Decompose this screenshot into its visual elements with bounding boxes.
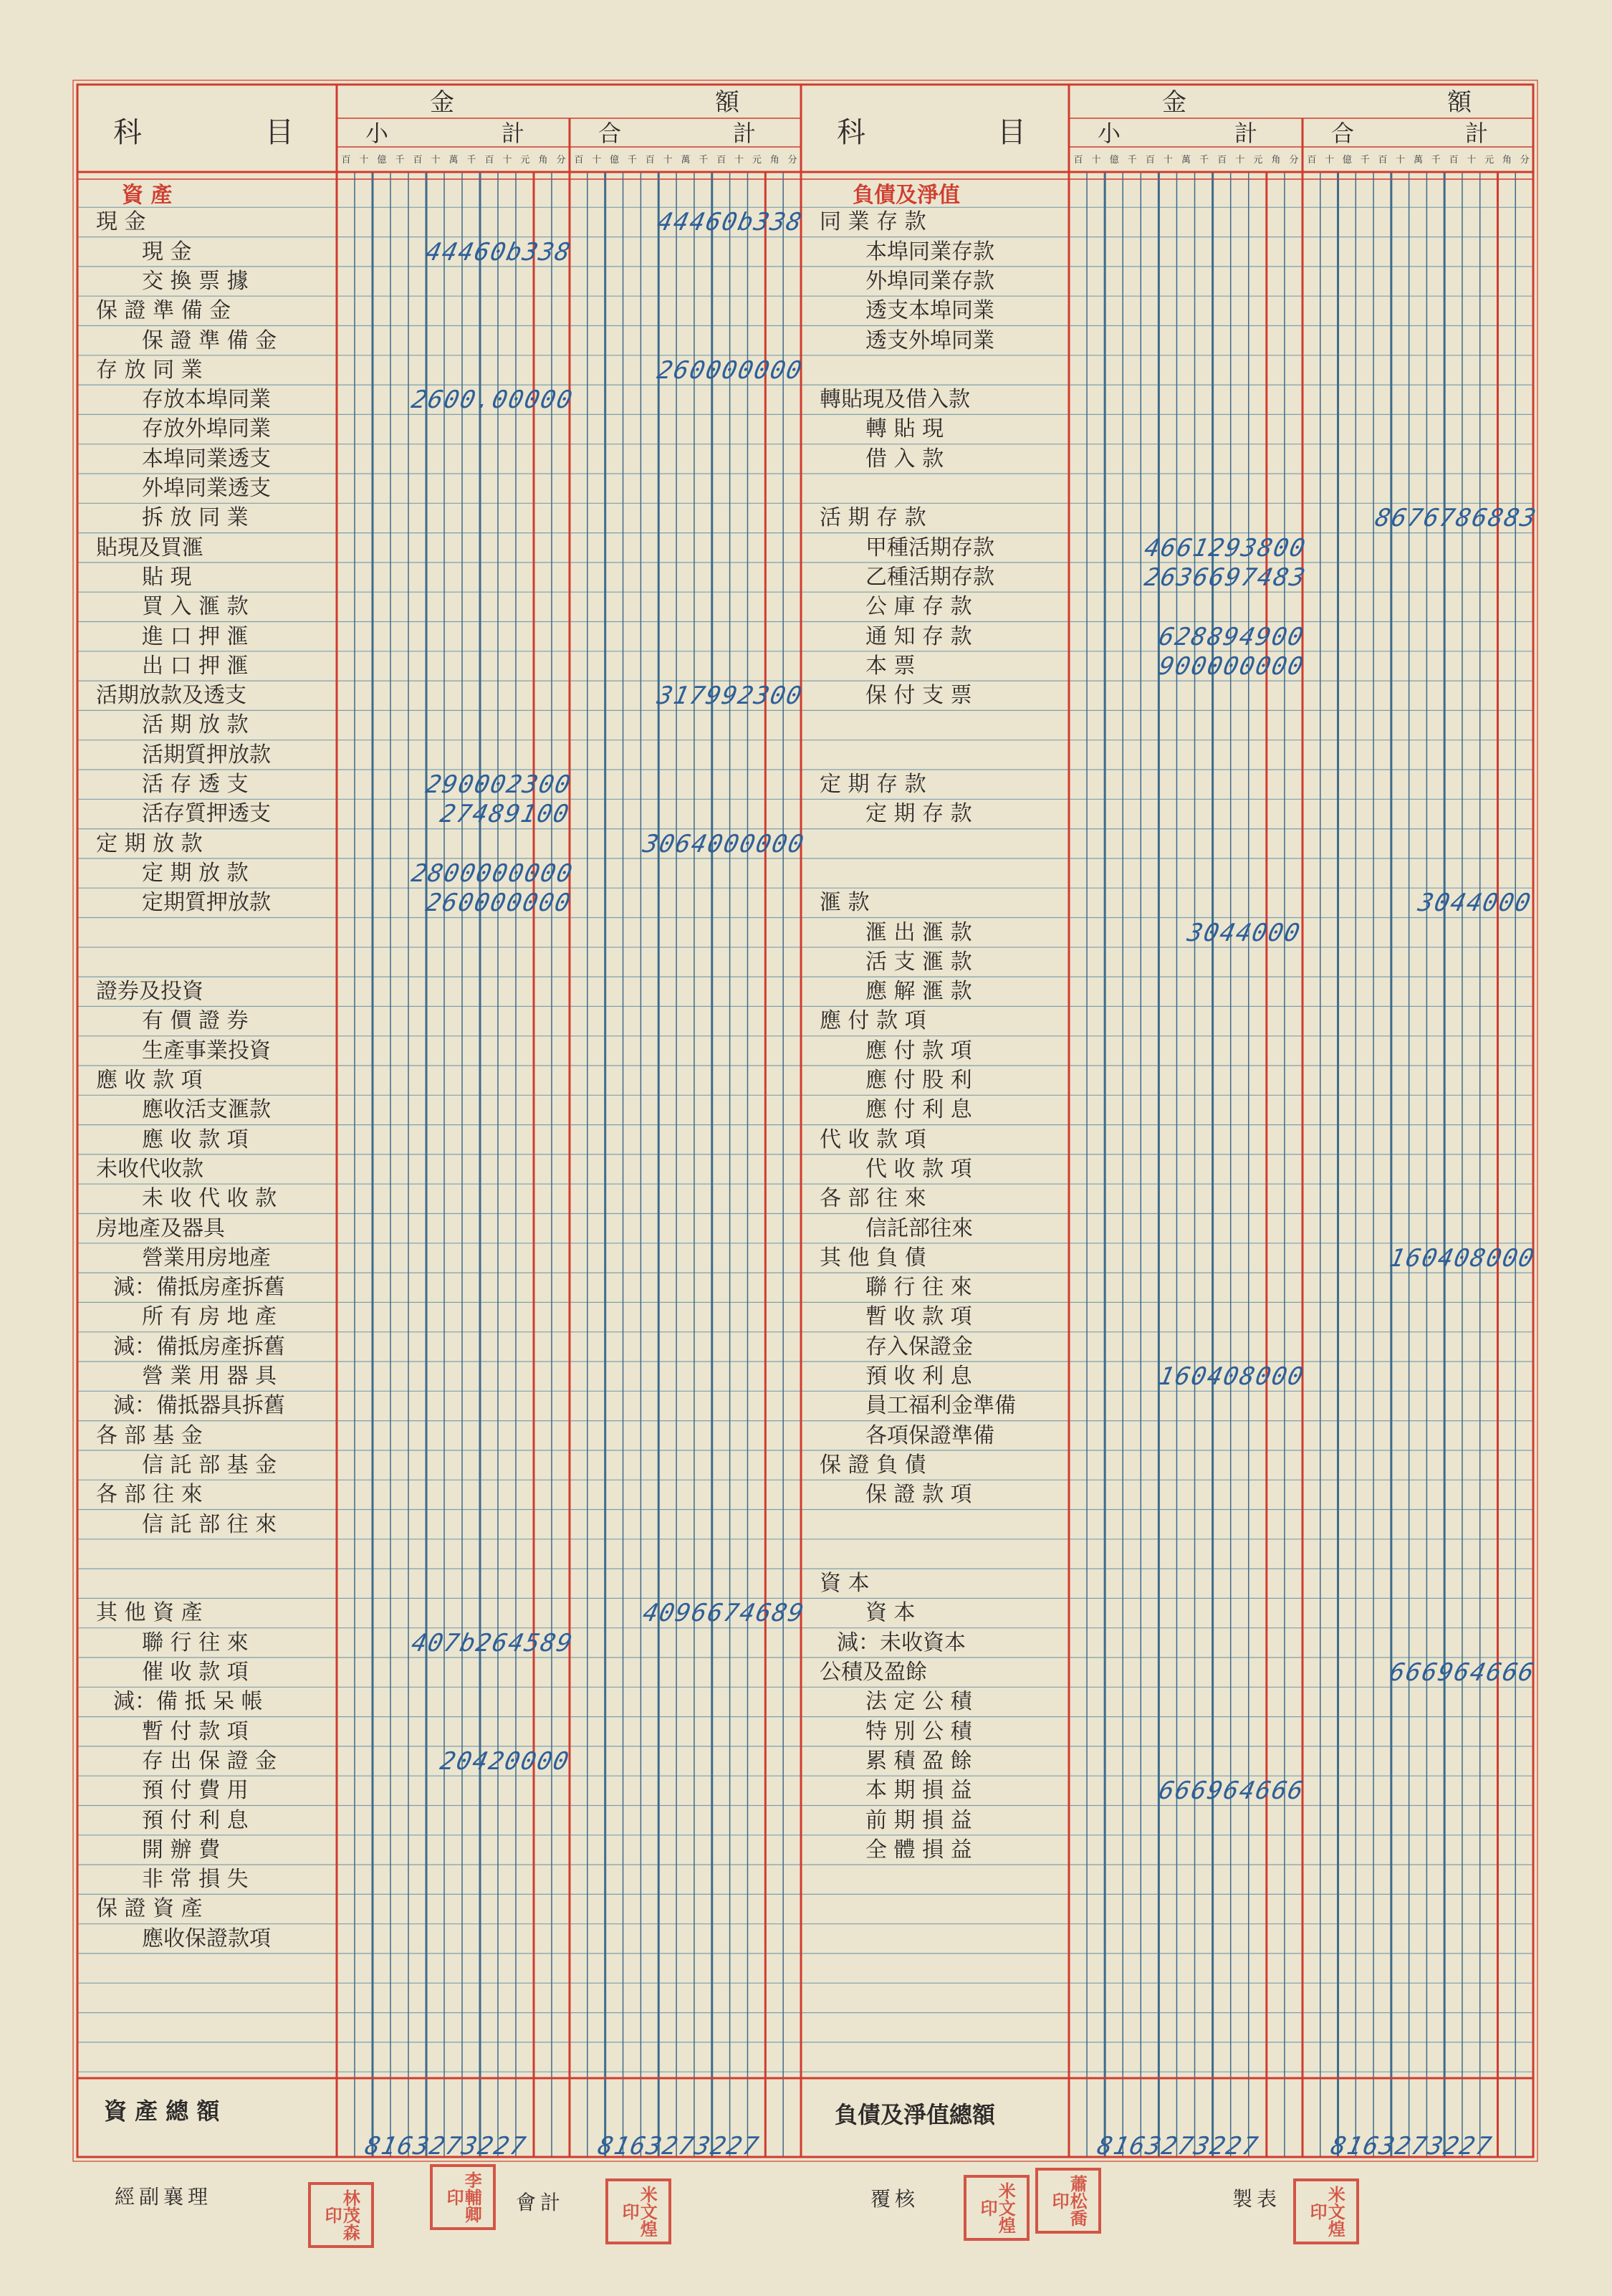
liabilities-row-label: 法 定 公 積 <box>865 1689 972 1715</box>
unit-label: 百 <box>716 155 726 166</box>
assets-row-label: 預 付 費 用 <box>142 1778 249 1804</box>
liabilities-row-label: 應 付 利 息 <box>865 1097 972 1123</box>
liabilities-row-label: 應 付 款 項 <box>820 1008 926 1034</box>
unit-label: 億 <box>377 155 387 166</box>
seal-text: 李輔卿印 <box>443 2171 483 2223</box>
unit-label: 千 <box>627 155 637 166</box>
assets-row-label: 定 期 放 款 <box>142 860 249 886</box>
handwritten-amount: 8676786883 <box>1372 504 1540 533</box>
unit-label: 億 <box>610 155 620 166</box>
unit-label: 元 <box>1253 155 1263 166</box>
assets-row-label: 拆 放 同 業 <box>142 505 249 531</box>
assets-row-label: 存放本埠同業 <box>142 387 271 413</box>
liabilities-row-label: 外埠同業存款 <box>865 268 994 294</box>
amount-header: 額 <box>1447 88 1472 117</box>
subject-header: 科 <box>837 116 865 149</box>
assets-row-label: 外埠同業透支 <box>142 476 271 501</box>
unit-label: 百 <box>1145 155 1155 166</box>
unit-label: 千 <box>466 155 476 166</box>
signature-label-manager: 經副襄理 <box>115 2185 213 2209</box>
liabilities-row-label: 全 體 損 益 <box>865 1837 972 1862</box>
handwritten-amount: 290002300 <box>423 770 575 799</box>
liabilities-row-label: 保 證 負 債 <box>820 1452 926 1478</box>
subject-header: 目 <box>997 116 1026 149</box>
unit-label: 萬 <box>1181 155 1191 166</box>
unit-label: 億 <box>1109 155 1119 166</box>
liabilities-row-label: 聯 行 往 來 <box>865 1275 972 1301</box>
handwritten-amount: 317992300 <box>654 681 806 711</box>
liabilities-row-label: 各 部 往 來 <box>820 1186 926 1212</box>
assets-row-label: 活期質押放款 <box>142 742 271 767</box>
seal-stamp <box>605 2178 671 2244</box>
liabilities-row-label: 減：未收資本 <box>837 1630 966 1655</box>
unit-label: 十 <box>1396 155 1406 166</box>
grand-total-amount: 8163273227 <box>595 2132 762 2161</box>
liabilities-row-label: 其 他 負 債 <box>820 1245 926 1271</box>
grand-total-amount: 8163273227 <box>362 2132 529 2161</box>
assets-row-label: 暫 付 款 項 <box>142 1718 249 1744</box>
liabilities-row-label: 資 本 <box>865 1600 916 1626</box>
unit-label: 百 <box>574 155 584 166</box>
assets-row-label: 現 金 <box>142 239 192 264</box>
liabilities-total-label: 負債及淨值總額 <box>835 2101 996 2128</box>
assets-row-label: 存 放 同 業 <box>96 357 203 383</box>
seal-stamp <box>964 2175 1030 2241</box>
unit-label: 千 <box>395 155 405 166</box>
liabilities-row-label: 暫 收 款 項 <box>865 1304 972 1330</box>
liabilities-row-label: 定 期 存 款 <box>865 801 972 827</box>
unit-label: 角 <box>538 155 548 166</box>
subject-header: 科 <box>113 116 142 149</box>
assets-row-label: 減：備抵房產拆舊 <box>113 1275 285 1301</box>
unit-label: 十 <box>1163 155 1173 166</box>
unit-label: 萬 <box>448 155 459 166</box>
unit-label: 十 <box>1325 155 1335 166</box>
subtotal-header: 小 <box>1098 120 1121 147</box>
liabilities-row-label: 累 積 盈 餘 <box>865 1748 972 1774</box>
liabilities-row-label: 應 解 滙 款 <box>865 979 972 1005</box>
liabilities-row-label: 特 別 公 積 <box>865 1718 972 1744</box>
assets-row-label: 買 入 滙 款 <box>142 594 249 620</box>
liabilities-row-label: 乙種活期存款 <box>865 564 994 590</box>
unit-label: 千 <box>1431 155 1441 166</box>
assets-row-label: 保 證 準 備 金 <box>96 298 231 324</box>
assets-row-label: 定期質押放款 <box>142 890 271 916</box>
unit-label: 十 <box>359 155 369 166</box>
signature-label-accountant: 會計 <box>516 2191 565 2214</box>
assets-row-label: 本埠同業透支 <box>142 446 271 472</box>
handwritten-amount: 2600.00000 <box>408 386 576 415</box>
signature-label-preparer: 製表 <box>1232 2187 1282 2211</box>
unit-label: 分 <box>787 155 797 166</box>
unit-label: 十 <box>663 155 673 166</box>
assets-row-label: 其 他 資 產 <box>96 1600 203 1626</box>
unit-label: 十 <box>502 155 512 166</box>
unit-label: 十 <box>1235 155 1245 166</box>
unit-label: 分 <box>556 155 566 166</box>
unit-label: 萬 <box>681 155 691 166</box>
unit-label: 百 <box>484 155 494 166</box>
liabilities-row-label: 保 付 支 票 <box>865 683 972 709</box>
assets-row-label: 應 收 款 項 <box>142 1127 249 1152</box>
handwritten-amount: 407b264589 <box>408 1628 576 1658</box>
assets-row-label: 未收代收款 <box>96 1156 203 1182</box>
unit-label: 分 <box>1520 155 1530 166</box>
total-header: 計 <box>1465 120 1489 147</box>
unit-label: 千 <box>1127 155 1137 166</box>
liabilities-row-label: 借 入 款 <box>865 446 944 472</box>
assets-row-label: 營業用房地產 <box>142 1245 271 1271</box>
liabilities-row-label: 甲種活期存款 <box>865 535 994 560</box>
liabilities-row-label: 公積及盈餘 <box>820 1660 927 1685</box>
liabilities-row-label: 員工福利金準備 <box>865 1393 1016 1419</box>
assets-row-label: 聯 行 往 來 <box>142 1630 249 1655</box>
seal-text: 林茂森印 <box>322 2189 361 2241</box>
unit-label: 千 <box>1199 155 1209 166</box>
liabilities-row-label: 本埠同業存款 <box>865 239 994 264</box>
amount-header: 金 <box>1162 88 1186 117</box>
assets-row-label: 非 常 損 失 <box>142 1867 249 1893</box>
assets-row-label: 存放外埠同業 <box>142 416 271 442</box>
handwritten-amount: 20420000 <box>437 1746 573 1776</box>
assets-row-label: 有 價 證 券 <box>142 1008 249 1034</box>
assets-row-label: 應 收 款 項 <box>96 1068 203 1093</box>
handwritten-amount: 666964666 <box>1156 1776 1308 1806</box>
assets-row-label: 活存質押透支 <box>142 801 271 827</box>
unit-label: 十 <box>592 155 602 166</box>
liabilities-row-label: 通 知 存 款 <box>865 623 972 649</box>
assets-row-label: 催 收 款 項 <box>142 1660 249 1685</box>
liabilities-section-title: 負債及淨值 <box>853 183 960 208</box>
assets-row-label: 活 期 放 款 <box>142 712 249 738</box>
unit-label: 十 <box>431 155 441 166</box>
unit-label: 億 <box>1342 155 1352 166</box>
unit-label: 角 <box>769 155 779 166</box>
assets-row-label: 出 口 押 滙 <box>142 653 249 679</box>
handwritten-amount: 160408000 <box>1156 1362 1308 1391</box>
liabilities-row-label: 信託部往來 <box>865 1215 973 1241</box>
unit-label: 十 <box>1467 155 1477 166</box>
liabilities-row-label: 本 票 <box>865 653 916 679</box>
unit-label: 元 <box>520 155 530 166</box>
handwritten-amount: 2800000000 <box>408 858 576 888</box>
assets-row-label: 減：備抵器具拆舊 <box>113 1393 285 1419</box>
liabilities-row-label: 透支外埠同業 <box>865 327 994 353</box>
seal-stamp <box>308 2182 374 2248</box>
seal-text: 米文煌印 <box>977 2182 1017 2234</box>
grand-total-amount: 8163273227 <box>1328 2132 1495 2161</box>
assets-row-label: 房地產及器具 <box>96 1215 225 1241</box>
subtotal-header: 計 <box>1234 120 1258 147</box>
seal-text: 米文煌印 <box>619 2186 658 2237</box>
unit-label: 百 <box>1449 155 1459 166</box>
liabilities-row-label: 前 期 損 益 <box>865 1807 972 1833</box>
unit-label: 元 <box>1484 155 1495 166</box>
liabilities-row-label: 同 業 存 款 <box>820 209 926 235</box>
liabilities-row-label: 透支本埠同業 <box>865 298 994 324</box>
handwritten-amount: 2636697483 <box>1141 563 1309 592</box>
assets-total-label: 資 產 總 額 <box>104 2098 220 2125</box>
handwritten-amount: 3064000000 <box>640 829 807 858</box>
liabilities-row-label: 各項保證準備 <box>865 1422 994 1448</box>
seal-text: 蕭松喬印 <box>1049 2175 1088 2226</box>
assets-row-label: 進 口 押 滙 <box>142 623 249 649</box>
liabilities-row-label: 預 收 利 息 <box>865 1364 972 1389</box>
seal-stamp <box>430 2164 496 2230</box>
total-header: 合 <box>1331 120 1355 147</box>
assets-row-label: 應收保證款項 <box>142 1926 271 1951</box>
assets-row-label: 證券及投資 <box>96 979 203 1005</box>
handwritten-amount: 260000000 <box>654 355 806 385</box>
assets-row-label: 各 部 往 來 <box>96 1482 203 1508</box>
liabilities-row-label: 保 證 款 項 <box>865 1482 972 1508</box>
assets-row-label: 信 託 部 基 金 <box>142 1452 277 1478</box>
handwritten-amount: 3044000 <box>1415 889 1535 918</box>
liabilities-row-label: 滙 出 滙 款 <box>865 919 972 945</box>
assets-row-label: 預 付 利 息 <box>142 1807 249 1833</box>
assets-row-label: 保 證 資 產 <box>96 1896 203 1922</box>
assets-row-label: 活期放款及透支 <box>96 683 246 709</box>
liabilities-row-label: 活 支 滙 款 <box>865 949 972 975</box>
liabilities-row-label: 應 付 股 利 <box>865 1068 972 1093</box>
handwritten-amount: 628894900 <box>1156 622 1308 651</box>
assets-row-label: 定 期 放 款 <box>96 831 203 856</box>
handwritten-amount: 4661293800 <box>1141 533 1309 563</box>
assets-row-label: 保 證 準 備 金 <box>142 327 277 353</box>
seal-stamp <box>1035 2168 1101 2234</box>
handwritten-amount: 4096674689 <box>640 1599 807 1628</box>
liabilities-row-label: 代 收 款 項 <box>865 1156 972 1182</box>
assets-row-label: 開 辦 費 <box>142 1837 221 1862</box>
total-header: 計 <box>733 120 757 147</box>
liabilities-row-label: 資 本 <box>820 1571 870 1597</box>
unit-label: 角 <box>1502 155 1512 166</box>
liabilities-row-label: 存入保證金 <box>865 1334 973 1359</box>
subtotal-header: 小 <box>365 120 389 147</box>
liabilities-row-label: 轉貼現及借入款 <box>820 387 970 413</box>
unit-label: 百 <box>1307 155 1317 166</box>
handwritten-amount: 900000000 <box>1156 651 1308 681</box>
assets-row-label: 應收活支滙款 <box>142 1097 271 1123</box>
unit-label: 百 <box>341 155 351 166</box>
amount-header: 金 <box>430 88 454 117</box>
assets-row-label: 營 業 用 器 具 <box>142 1364 277 1389</box>
assets-row-label: 減：備抵房產拆舊 <box>113 1334 285 1359</box>
assets-row-label: 所 有 房 地 產 <box>142 1304 277 1330</box>
handwritten-amount: 44460b338 <box>423 237 575 267</box>
assets-row-label: 交 換 票 據 <box>142 268 249 294</box>
unit-label: 百 <box>413 155 423 166</box>
assets-row-label: 生產事業投資 <box>142 1038 271 1063</box>
signature-label-reviewer: 覆核 <box>870 2187 920 2211</box>
liabilities-row-label: 定 期 存 款 <box>820 772 926 797</box>
assets-row-label: 減：備 抵 呆 帳 <box>113 1689 263 1715</box>
liabilities-row-label: 應 付 款 項 <box>865 1038 972 1063</box>
assets-row-label: 活 存 透 支 <box>142 772 249 797</box>
seal-stamp <box>1293 2178 1359 2244</box>
unit-label: 百 <box>1217 155 1227 166</box>
amount-header: 額 <box>715 88 739 117</box>
handwritten-amount: 3044000 <box>1184 918 1304 947</box>
assets-row-label: 信 託 部 往 來 <box>142 1511 277 1537</box>
unit-label: 百 <box>1073 155 1083 166</box>
unit-label: 元 <box>752 155 762 166</box>
unit-label: 十 <box>734 155 744 166</box>
assets-row-label: 貼 現 <box>142 564 192 590</box>
liabilities-row-label: 本 期 損 益 <box>865 1778 972 1804</box>
handwritten-amount: 27489100 <box>437 800 573 829</box>
handwritten-amount: 666964666 <box>1386 1658 1538 1687</box>
liabilities-row-label: 活 期 存 款 <box>820 505 926 531</box>
assets-row-label: 存 出 保 證 金 <box>142 1748 277 1774</box>
unit-label: 千 <box>1360 155 1370 166</box>
handwritten-amount: 260000000 <box>423 889 575 918</box>
grand-total-amount: 8163273227 <box>1094 2132 1262 2161</box>
liabilities-row-label: 滙 款 <box>820 890 870 916</box>
liabilities-row-label: 代 收 款 項 <box>820 1127 926 1152</box>
assets-row-label: 未 收 代 收 款 <box>142 1186 277 1212</box>
subtotal-header: 計 <box>502 120 525 147</box>
subject-header: 目 <box>265 116 294 149</box>
assets-section-title: 資 產 <box>122 183 173 208</box>
seal-text: 米文煌印 <box>1307 2186 1346 2237</box>
unit-label: 千 <box>699 155 709 166</box>
handwritten-amount: 44460b338 <box>654 208 806 237</box>
unit-label: 分 <box>1289 155 1299 166</box>
unit-label: 百 <box>645 155 655 166</box>
total-header: 合 <box>598 120 622 147</box>
liabilities-row-label: 公 庫 存 款 <box>865 594 972 620</box>
assets-row-label: 貼現及買滙 <box>96 535 203 560</box>
handwritten-amount: 160408000 <box>1386 1243 1538 1273</box>
unit-label: 十 <box>1091 155 1101 166</box>
unit-label: 角 <box>1271 155 1281 166</box>
unit-label: 萬 <box>1414 155 1424 166</box>
assets-row-label: 各 部 基 金 <box>96 1422 203 1448</box>
liabilities-row-label: 轉 貼 現 <box>865 416 944 442</box>
unit-label: 百 <box>1378 155 1388 166</box>
assets-row-label: 現 金 <box>96 209 146 235</box>
